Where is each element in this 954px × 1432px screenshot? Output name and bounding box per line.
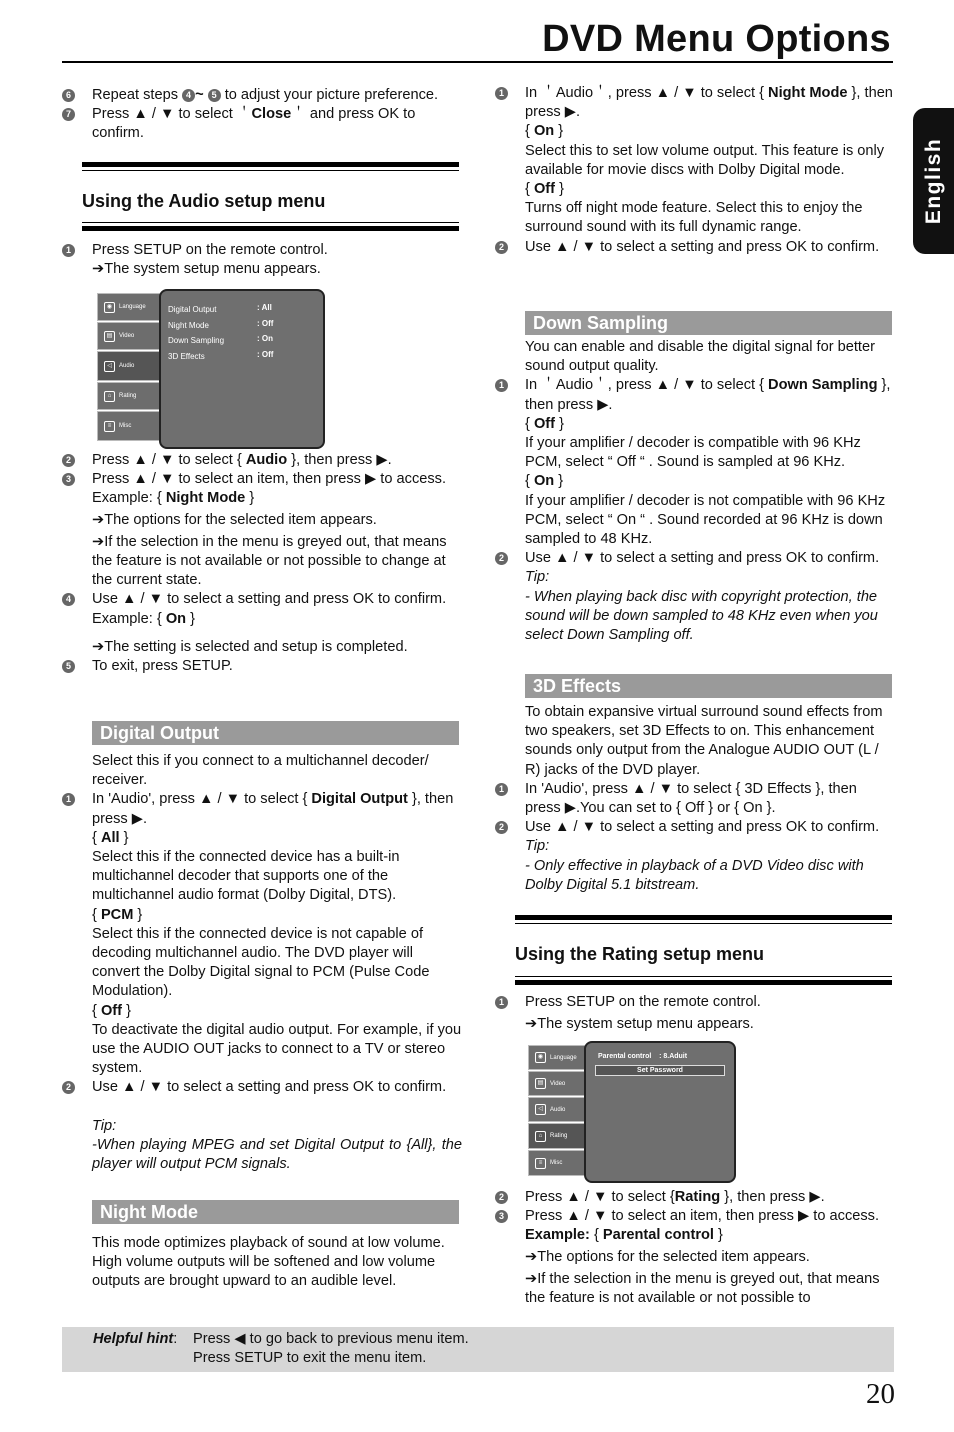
speaker-icon: ◁ xyxy=(535,1104,546,1115)
section-rule xyxy=(515,976,892,985)
language-tab-label: English xyxy=(921,137,945,225)
audio-steps-2-5: 2 Press ▲ / ▼ to select { Audio }, then press ▶. 3 Press ▲ / ▼ to select an item, then press ▶ to access. Example: { Night Mode } ➔The options for the selected item appears. ➔If the selection in the menu is greyed out, that means the feature is not available or not possible to change at the current state. 4 Use ▲ / ▼ to select a setting and press OK to confirm. Example: { On } ➔The setting is selected and setup is completed. 5 To exit, press SETUP. xyxy=(62,451,462,676)
title-rule xyxy=(62,61,893,63)
down-sampling-section: You can enable and disable the digital signal for better sound output quality. 1 In ＇Audio＇, press ▲ / ▼ to select { Down Sampling }, then press ▶. { Off } If your amplifier / decoder is compatible with 96 KHz PCM, select “ Off “ . Sound is sampled at 96 KHz. { On } If your amplifier / decoder is not compatible with 96 KHz PCM, select “ On “ . Sound recorded at 96 KHz is down sampled to 48 KHz. 2 Use ▲ / ▼ to select a setting and press OK to confirm. Tip: - When playing back disc with copyright protection, the sound will be down sampled to 48 KHz even when you select Down Sampling off. xyxy=(495,338,895,645)
menu-row-value: Off xyxy=(261,318,274,328)
digital-output-section: Select this if you connect to a multichannel decoder/ receiver. 1 In 'Audio', press ▲ / ▼ to select { Digital Output }, then press ▶. { All } Select this if the connected device has a built-in multichannel decoder that supports one of the multichannel audio format (Dolby Digital, DTS). { PCM } Select this if the connected device is not capable of decoding multichannel audio. The DVD player will convert the Dolby Digital signal to PCM (Pulse Code Modulation). { Off } To deactivate the digital audio output. For example, if you use the AUDIO OUT jacks to connect to a TV or stereo system. 2 Use ▲ / ▼ to select a setting and press OK to confirm. Tip: -When playing MPEG and set Digital Output to {All}, the player will output PCM signals. xyxy=(62,752,462,1174)
audio-step-2: 2 Press ▲ / ▼ to select { Audio }, then press ▶. xyxy=(62,451,462,470)
section-rule xyxy=(82,162,459,171)
helpful-hint-bar: Helpful hint: Press ◀ to go back to previous menu item. Press SETUP to exit the menu item. xyxy=(62,1327,894,1372)
audio-step-1: 1 Press SETUP on the remote control. ➔The system setup menu appears. xyxy=(62,241,462,279)
left-column-top xyxy=(62,86,462,144)
lock-icon: ⌂ xyxy=(535,1131,546,1142)
menu-tab-audio: ◁ Audio xyxy=(97,351,161,381)
menu-tab-language: ◉ Language xyxy=(97,293,161,321)
language-tab xyxy=(913,108,954,254)
step-6: 6 Repeat steps 4 ~ 5 to adjust your picture preference. xyxy=(62,86,462,105)
hint-line-2: Press SETUP to exit the menu item. xyxy=(193,1350,427,1366)
set-password-button: Set Password xyxy=(595,1065,725,1076)
step-number: 7 xyxy=(62,108,75,121)
section-rule xyxy=(82,222,459,231)
film-icon: ▤ xyxy=(104,331,115,342)
audio-step-3: 3 Press ▲ / ▼ to select an item, then press ▶ to access. Example: { Night Mode } xyxy=(62,470,462,508)
menu-tab-rating: ⌂ Rating xyxy=(528,1123,586,1149)
film-icon: ▤ xyxy=(535,1078,546,1089)
menu-row-value: Off xyxy=(261,349,274,359)
menu-row-value: : 8.Aduit xyxy=(659,1053,688,1060)
step-ref-4: 4 xyxy=(182,89,195,102)
down-sampling-heading: Down Sampling xyxy=(525,311,892,335)
menu-tab-language: ◉ Language xyxy=(528,1045,586,1070)
rating-steps-2-3: 2 Press ▲ / ▼ to select {Rating }, then press ▶. 3 Press ▲ / ▼ to select an item, then press ▶ to access. Example: { Parental control } ➔The options for the selected item appears. ➔If the selection in the menu is greyed out, that means the feature is not available or not possible to xyxy=(495,1188,895,1308)
step-number: 6 xyxy=(62,89,75,102)
menu-tab-video: ▤ Video xyxy=(528,1071,586,1096)
menu-row-label: Digital Output xyxy=(168,305,217,314)
night-mode-steps: 1 In ＇Audio＇, press ▲ / ▼ to select { Night Mode }, then press ▶. { On } Select this to set low volume output. This feature is only available for movie discs with Dolby Digital mode. { Off } Turns off night mode feature. Select this to enjoy the surround sound with its full dynamic range. 2 Use ▲ / ▼ to select a setting and press OK to confirm. xyxy=(495,84,895,257)
menu-row-label: 3D Effects xyxy=(168,351,205,361)
audio-step-5: 5 To exit, press SETUP. xyxy=(62,657,462,676)
speaker-icon: ◁ xyxy=(104,361,115,372)
step-number: 1 xyxy=(62,244,75,257)
menu-tab-rating: ⌂ Rating xyxy=(97,382,161,410)
rating-setup-heading: Using the Rating setup menu xyxy=(515,944,765,964)
menu-row-label: Down Sampling xyxy=(168,336,225,345)
menu-row-value: All xyxy=(261,303,272,312)
page-title: DVD Menu Options xyxy=(542,18,891,60)
step-ref-5: 5 xyxy=(208,89,221,102)
document-icon: ≡ xyxy=(104,421,115,432)
menu-panel: Digital Output Night Mode Down Sampling 3D Effects : All : Off : On : Off xyxy=(159,289,325,449)
night-mode-heading: Night Mode xyxy=(92,1200,459,1224)
menu-tab-video: ▤ Video xyxy=(97,322,161,350)
page-number: 20 xyxy=(866,1378,895,1410)
menu-row-label: Parental control xyxy=(598,1053,652,1060)
step-7: 7 Press ▲ / ▼ to select ＇Close＇ and press OK to confirm. xyxy=(62,105,462,143)
hint-label: Helpful hint xyxy=(93,1331,174,1347)
menu-panel xyxy=(584,1041,736,1183)
audio-step-4: 4 Use ▲ / ▼ to select a setting and press OK to confirm. Example: { On } xyxy=(62,590,462,628)
rating-step-1: 1 Press SETUP on the remote control. ➔The system setup menu appears. xyxy=(495,993,895,1034)
document-icon: ≡ xyxy=(535,1158,546,1169)
menu-row-value: On xyxy=(261,334,273,343)
audio-menu-screenshot xyxy=(97,288,327,450)
audio-setup-heading: Using the Audio setup menu xyxy=(82,191,326,211)
digital-output-heading: Digital Output xyxy=(92,721,459,745)
menu-row-label: Night Mode xyxy=(168,320,209,330)
hint-line-1: Press ◀ to go back to previous menu item. xyxy=(193,1331,469,1347)
rating-menu-screenshot xyxy=(528,1040,738,1184)
section-rule xyxy=(515,915,892,924)
menu-tab-audio: ◁ Audio xyxy=(528,1097,586,1122)
globe-icon: ◉ xyxy=(104,302,115,313)
menu-tab-misc: ≡ Misc xyxy=(97,411,161,441)
globe-icon: ◉ xyxy=(535,1052,546,1063)
lock-icon: ⌂ xyxy=(104,391,115,402)
night-mode-section: This mode optimizes playback of sound at low volume. High volume outputs will be softened and low volume outputs are brought upward to an audible level. xyxy=(92,1235,445,1290)
menu-tab-misc: ≡ Misc xyxy=(528,1150,586,1176)
3d-effects-section: To obtain expansive virtual surround sound effects from two speakers, set 3D Effects to on. This enhancement sounds only output from the Analogue AUDIO OUT (L / R) jacks of the DVD player. 1 In 'Audio', press ▲ / ▼ to select { 3D Effects }, then press ▶.You can set to { Off } or { On }. 2 Use ▲ / ▼ to select a setting and press OK to confirm. Tip: - Only effective in playback of a DVD Video disc with Dolby Digital 5.1 bitstream. xyxy=(495,703,895,895)
3d-effects-heading: 3D Effects xyxy=(525,674,892,698)
